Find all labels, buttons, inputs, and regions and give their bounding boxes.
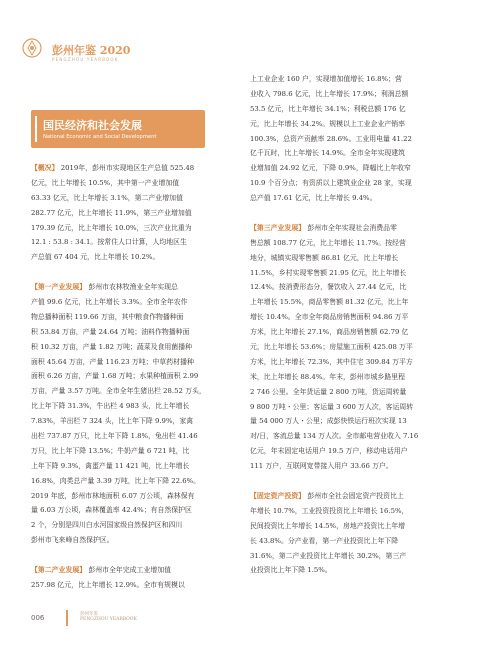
line-text: 面积 6.26 万亩，产量 1.68 万吨；水果种植面积 2.99 — [31, 372, 199, 381]
text-line — [31, 221, 239, 236]
paragraph-gap — [31, 548, 239, 563]
line-text: 9 800 万吨・公里；客运量 3 600 万人次，客运周转 — [250, 402, 414, 411]
line-text: 售总额 108.77 亿元，比上年增长 11.7%。按经营 — [250, 238, 406, 247]
text-line — [250, 280, 458, 295]
line-text: 282.77 亿元，比上年增长 11.9%，第三产业增加值 — [31, 208, 192, 217]
text-line — [31, 235, 239, 250]
text-line — [31, 429, 239, 444]
line-text: 111 万户，互联网宽带接入用户 33.66 万户。 — [250, 462, 393, 471]
section-tag: 【第三产业发展】 — [250, 223, 306, 232]
line-text: 量 54 000 万人・公里；成彭快铁运行班次实现 13 — [250, 417, 407, 426]
line-text: 12.1 : 53.8 : 34.1。按常住人口计算，人均地区生 — [31, 238, 187, 247]
text-line — [250, 87, 458, 102]
line-text: 2 746 公里。全年货运量 2 800 万吨，货运周转量 — [250, 387, 407, 396]
line-text: 63.33 亿元，比上年增长 3.1%，第二产业增加值 — [31, 193, 183, 202]
text-line — [250, 236, 458, 251]
text-line — [250, 266, 458, 281]
line-text: 12.4%。按消费形态分，餐饮收入 27.44 亿元，比 — [250, 283, 407, 292]
text-line — [31, 161, 239, 176]
text-line — [31, 340, 239, 355]
text-line — [250, 191, 458, 206]
text-line — [31, 295, 239, 310]
line-text: 业增加值 24.92 亿元，下降 0.9%，降幅比上年收窄 — [250, 164, 411, 173]
yearbook-brand: 彭州年鉴 2020 — [52, 44, 131, 57]
footer-divider — [66, 610, 68, 626]
text-line — [31, 489, 239, 504]
line-text: 10.9 个百分点；有资质以上建筑业企业 28 家，实现 — [250, 179, 412, 188]
line-text: 彭州市农林牧渔业全年实现总 — [86, 283, 178, 292]
line-text: 7.83%，羊出栏 7 324 头，比上年下降 9.9%，家禽 — [31, 417, 194, 426]
text-line — [250, 370, 458, 385]
text-line — [250, 325, 458, 340]
text-line — [250, 429, 458, 444]
section-subtitle: National Economic and Social Development — [43, 134, 157, 140]
line-text: 业收入 798.6 亿元，比上年增长 17.9%；利润总额 — [250, 89, 409, 98]
paragraph-gap — [31, 265, 239, 280]
line-text: 2 个，分别是四川白水河国家级自然保护区和四川 — [31, 521, 183, 530]
page-header — [0, 0, 480, 70]
line-text: 方米，比上年增长 27.1%，商品房销售额 62.79 亿 — [250, 328, 409, 337]
line-text: 方米，比上年增长 72.3%，其中住宅 309.84 万平方 — [250, 357, 413, 366]
text-line — [31, 250, 239, 265]
section-tag: 【概况】 — [31, 164, 59, 172]
line-text: 量 6.03 万公顷，森林覆盖率 42.4%；有自然保护区 — [31, 506, 192, 515]
text-line — [250, 102, 458, 117]
text-line — [31, 503, 239, 518]
text-line — [250, 519, 458, 534]
line-text: 彭州市全社会固定资产投资比上 — [305, 491, 404, 500]
text-line — [250, 549, 458, 564]
line-text: 米，比上年增长 88.4%。年末，彭州市城乡路里程 — [250, 372, 406, 381]
text-line — [31, 533, 239, 548]
line-text: 亿元，比上年增长 10.5%，其中第一产业增加值 — [31, 178, 180, 187]
line-text: 彭州市飞来峰自然保护区。 — [31, 536, 114, 545]
text-line — [31, 578, 239, 593]
text-line — [31, 563, 239, 578]
text-line — [250, 161, 458, 176]
text-line — [250, 176, 458, 191]
text-line — [31, 384, 239, 399]
section-tag: 【第一产业发展】 — [31, 283, 87, 292]
section-banner — [31, 110, 205, 148]
text-line — [31, 518, 239, 533]
text-line — [250, 534, 458, 549]
line-text: 增长 10.4%。全市全年商品房销售面积 94.86 万平 — [250, 313, 409, 322]
line-text: 万只，比上年下降 13.5%；牛奶产量 6 721 吨，比 — [31, 446, 190, 455]
text-line — [31, 176, 239, 191]
line-text: 彭州市全年实现社会消费品零 — [305, 223, 397, 232]
line-text: 亿千瓦时，比上年增长 14.9%。全市全年实现建筑 — [250, 149, 406, 158]
line-text: 产总值 67 404 元，比上年增长 10.2%。 — [31, 253, 160, 262]
paragraph-gap — [250, 206, 458, 221]
text-line — [250, 355, 458, 370]
text-line — [31, 444, 239, 459]
text-line — [250, 400, 458, 415]
line-text: 亿元，年末固定电话用户 19.5 万户，移动电话用户 — [250, 447, 408, 456]
text-line — [250, 72, 458, 87]
text-line — [31, 310, 239, 325]
section-banner-bar — [35, 116, 37, 142]
line-text: 积 10.32 万亩，产量 1.82 万吨；蔬菜及食用菌播种 — [31, 342, 192, 351]
line-text: 上年增长 15.5%，商品零售额 81.32 亿元，比上年 — [250, 298, 409, 307]
footer-brand — [80, 612, 137, 622]
line-text: 元，比上年增长 53.6%；房屋施工面积 425.08 万平 — [250, 343, 413, 352]
line-text: 彭州市全年完成工业增加值 — [86, 566, 172, 575]
right-text-column — [250, 72, 458, 578]
line-text: 对/日，客流总量 134 万人次。全市邮电营业收入 7.16 — [250, 432, 419, 441]
footer-brand-subtitle: PENGZHOU YEARBOOK — [80, 617, 137, 622]
line-text: 积 53.84 万亩，产量 24.64 万吨；油料作物播种面 — [31, 327, 190, 336]
text-line — [31, 369, 239, 384]
text-line — [31, 414, 239, 429]
line-text: 总产值 17.61 亿元，比上年增长 9.4%。 — [250, 194, 377, 203]
text-line — [250, 504, 458, 519]
line-text: 上工业企业 160 户，实现增加值增长 16.8%；营 — [250, 75, 402, 83]
page-number: 006 — [31, 614, 45, 622]
text-line — [31, 355, 239, 370]
line-text: 长 43.8%。分产业看，第一产业投资比上年下降 — [250, 536, 399, 545]
text-line — [31, 191, 239, 206]
section-tag: 【第二产业发展】 — [31, 566, 87, 575]
yearbook-logo-icon — [22, 38, 42, 58]
line-text: 出栏 737.87 万只，比上年下降 1.8%，兔出栏 41.46 — [31, 432, 198, 441]
line-text: 物总播种面积 119.66 万亩，其中粮食作物播种面 — [31, 312, 184, 321]
line-text: 业投资比上年下降 1.5%。 — [250, 566, 332, 575]
yearbook-brand-subtitle: PENGZHOU YEARBOOK — [52, 57, 119, 62]
text-line — [250, 385, 458, 400]
text-line — [250, 295, 458, 310]
text-line — [250, 489, 458, 504]
text-line — [250, 221, 458, 236]
text-line — [31, 459, 239, 474]
text-line — [31, 325, 239, 340]
text-line — [250, 340, 458, 355]
line-text: 比上年下降 31.3%，牛出栏 4 983 头，比上年增长 — [31, 402, 190, 411]
line-text: 产值 99.6 亿元，比上年增长 3.3%。全市全年农作 — [31, 298, 188, 307]
line-text: 民间投资比上年增长 14.5%，房地产投资比上年增 — [250, 521, 406, 530]
text-line — [250, 563, 458, 578]
text-line — [31, 474, 239, 489]
line-text: 上年下降 9.3%，禽蛋产量 11 421 吨，比上年增长 — [31, 461, 190, 470]
text-line — [250, 444, 458, 459]
line-text: 2019 年底，彭州市林地面积 6.07 万公顷，森林保有 — [31, 491, 195, 500]
line-text: 面积 45.64 万亩，产量 116.23 万吨；中草药材播种 — [31, 357, 194, 366]
line-text: 100.3%，总资产贡献率 28.6%。工业用电量 41.22 — [250, 134, 412, 143]
text-line — [250, 414, 458, 429]
text-line — [31, 206, 239, 221]
section-tag: 【固定资产投资】 — [250, 491, 306, 500]
line-text: 31.6%，第二产业投资比上年增长 30.2%，第三产 — [250, 551, 407, 560]
text-line — [250, 132, 458, 147]
line-text: 53.5 亿元，比上年增长 34.1%；利税总额 176 亿 — [250, 104, 406, 113]
section-title: 国民经济和社会发展 — [43, 119, 142, 132]
line-text: 年增长 10.7%，工业投资投资比上年增长 16.5%， — [250, 506, 409, 515]
text-line — [250, 146, 458, 161]
line-text: 16.8%，肉类总产量 3.39 万吨，比上年下降 22.6%。 — [31, 476, 201, 485]
text-line — [250, 459, 458, 474]
line-text: 2019年，彭州市实现地区生产总值 525.48 — [58, 164, 195, 172]
footer-brand-title: 彭州年鉴 — [80, 612, 98, 617]
paragraph-gap — [250, 474, 458, 489]
text-line — [250, 117, 458, 132]
text-line — [31, 399, 239, 414]
line-text: 万亩，产量 3.57 万吨。全市全年生猪出栏 28.52 万头， — [31, 387, 206, 396]
line-text: 257.98 亿元，比上年增长 12.9%。全市有规模以 — [31, 580, 185, 589]
line-text: 11.5%，乡村实现零售额 21.95 亿元，比上年增长 — [250, 268, 407, 277]
line-text: 179.39 亿元，比上年增长 10.0%，三次产业比重为 — [31, 223, 192, 232]
text-line — [250, 310, 458, 325]
line-text: 元，比上年增长 34.2%。规模以上工业企业产销率 — [250, 119, 406, 128]
text-line — [31, 280, 239, 295]
line-text: 地分，城镇实现零售额 86.81 亿元，比上年增长 — [250, 253, 399, 262]
left-text-column — [31, 161, 239, 593]
text-line — [250, 251, 458, 266]
